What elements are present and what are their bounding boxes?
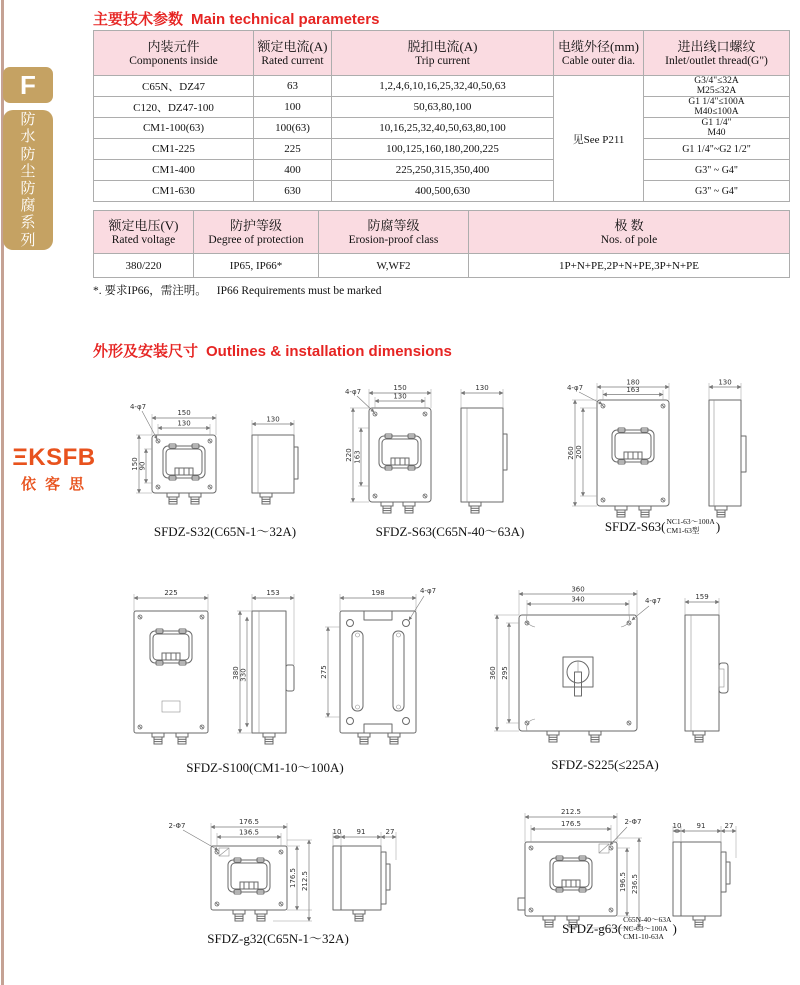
dim-label-holes: 4-φ7 [419, 587, 437, 595]
dim-label: 225 [164, 589, 178, 597]
cell-thread: G1 1/4"~G2 1/2" [644, 139, 790, 160]
cell-component: C120、DZ47-100 [94, 97, 254, 118]
dim-label-holes: 2-Φ7 [624, 818, 642, 826]
cell-rated: 225 [254, 139, 332, 160]
dim-label: 275 [320, 665, 328, 679]
side-view [252, 416, 298, 505]
dim-label: 212.5 [560, 808, 582, 816]
dim-label: 150 [177, 409, 191, 417]
table-header-row [94, 31, 790, 76]
cell-trip: 1,2,4,6,10,16,25,32,40,50,63 [332, 76, 554, 97]
dim-label: 212.5 [301, 870, 309, 892]
front-view [134, 589, 208, 744]
cell-cable-note: 见See P211 [554, 76, 644, 202]
cell-thread: G3" ~ G4" [644, 181, 790, 202]
dim-label: 27 [385, 828, 395, 836]
dim-label: 200 [575, 445, 583, 459]
cell-rated: 630 [254, 181, 332, 202]
dim-label: 10 [332, 828, 342, 836]
dim-label: 10 [672, 822, 682, 830]
drawing-sfdz-s32 [128, 383, 338, 523]
dim-label: 196.5 [619, 871, 627, 893]
cell-component: CM1-400 [94, 160, 254, 181]
cell-trip: 400,500,630 [332, 181, 554, 202]
drawing-caption: SFDZ-S100(CM1-10～100A) [186, 760, 344, 775]
dim-label: 180 [626, 378, 640, 387]
front-view [152, 435, 216, 504]
dim-label: 90 [138, 461, 147, 471]
cell-voltage: 380/220 [94, 254, 194, 278]
cell-trip: 10,16,25,32,40,50,63,80,100 [332, 118, 554, 139]
cell-trip: 225,250,315,350,400 [332, 160, 554, 181]
section-title-cn: 外形及安装尺寸 [93, 343, 199, 360]
front-view [597, 400, 669, 517]
drawing-caption: SFDZ-S63(C65N-40～63A) [375, 524, 525, 539]
side-view [232, 589, 294, 744]
dim-label: 130 [266, 415, 280, 424]
dim-label-holes: 4-φ7 [129, 403, 147, 411]
dim-label: 176.5 [289, 867, 297, 889]
side-view [333, 828, 396, 921]
table-row [94, 181, 790, 202]
dim-label: 130 [718, 378, 732, 387]
side-view [461, 384, 507, 513]
col-rated-current: 额定电流(A) Rated current [254, 31, 332, 76]
dim-label: 153 [266, 589, 280, 597]
col-cable-dia: 电缆外径(mm) Cable outer dia. [554, 31, 644, 76]
table-row [94, 97, 790, 118]
table-row [94, 139, 790, 160]
dim-label: 198 [371, 589, 385, 597]
dim-label: 330 [239, 668, 248, 682]
dim-label: 91 [696, 822, 706, 830]
drawing-caption: SFDZ-g32(C65N-1～32A) [207, 931, 349, 946]
series-vertical-label: 防水防尘防腐系列 [20, 111, 36, 249]
section-title-en: Outlines & installation dimensions [206, 343, 452, 360]
cell-trip: 100,125,160,180,200,225 [332, 139, 554, 160]
side-view [685, 593, 728, 742]
cell-trip: 50,63,80,100 [332, 97, 554, 118]
footnote-en: IP66 Requirements must be marked [216, 285, 382, 297]
main-parameters-table [93, 30, 790, 202]
dim-label: 163 [626, 386, 640, 394]
dim-label-holes: 2-Φ7 [168, 822, 186, 830]
table-header-row [94, 211, 790, 254]
drawing-caption: SFDZ-g63( C65N-40～63A NC-63～100A CM1-10-63A ) [562, 915, 677, 941]
footnote-cn: *. 要求IP66，需注明。 [93, 285, 207, 297]
drawing-sfdz-s225 [483, 583, 783, 773]
cell-protection: IP65, IP66* [194, 254, 319, 278]
cell-rated: 63 [254, 76, 332, 97]
table-row [94, 160, 790, 181]
back-view [320, 587, 436, 744]
dim-label: 360 [571, 585, 585, 594]
drawing-sfdz-s63b [563, 378, 795, 530]
front-view [211, 846, 287, 921]
cell-thread: G3/4"≤32A M25≤32A [644, 76, 790, 97]
cell-rated: 100 [254, 97, 332, 118]
col-trip-current: 脱扣电流(A) Trip current [332, 31, 554, 76]
cell-thread: G1 1/4" M40 [644, 118, 790, 139]
table-row [94, 254, 790, 278]
footnote [93, 282, 382, 298]
dimensions [489, 586, 661, 732]
dim-label: 236.5 [631, 873, 639, 895]
logo-latin-text: ΞKSFB [12, 444, 96, 471]
cell-rated: 100(63) [254, 118, 332, 139]
drawing-caption: SFDZ-S225(≤225A) [551, 757, 659, 772]
front-view [369, 408, 431, 513]
col-thread: 进出线口螺纹 Inlet/outlet thread(G") [644, 31, 790, 76]
section-title-cn: 主要技术参数 [93, 11, 184, 28]
dim-label: 136.5 [238, 828, 260, 837]
dim-label: 130 [475, 384, 489, 392]
dim-label: 176.5 [238, 818, 260, 826]
col-protection: 防护等级 Degree of protection [194, 211, 319, 254]
logo-chinese-text: 依客思 [20, 476, 93, 493]
dim-label: 360 [489, 666, 497, 680]
col-erosion: 防腐等级 Erosion-proof class [319, 211, 469, 254]
side-view [673, 822, 736, 927]
col-voltage: 额定电压(V) Rated voltage [94, 211, 194, 254]
cell-component: CM1-225 [94, 139, 254, 160]
cell-component: CM1-100(63) [94, 118, 254, 139]
dim-label: 163 [353, 450, 362, 464]
col-components: 内装元件 Components inside [94, 31, 254, 76]
cell-rated: 400 [254, 160, 332, 181]
cell-thread: G3" ~ G4" [644, 160, 790, 181]
dim-label: 159 [695, 593, 709, 601]
table-row [94, 118, 790, 139]
section-title-en: Main technical parameters [191, 11, 380, 28]
dim-label: 380 [232, 666, 240, 680]
cell-component: CM1-630 [94, 181, 254, 202]
dim-label-holes: 4-φ7 [344, 388, 362, 396]
sidebar-tab-section-letter: F [3, 67, 53, 103]
table-row [94, 76, 790, 97]
dim-label: 150 [131, 457, 139, 471]
drawing-sfdz-s100 [112, 583, 442, 773]
drawing-caption: SFDZ-S32(C65N-1～32A) [153, 524, 297, 539]
section-title-outlines [93, 340, 452, 361]
cell-poles: 1P+N+PE,2P+N+PE,3P+N+PE [469, 254, 790, 278]
dim-label: 27 [724, 822, 734, 830]
cell-component: C65N、DZ47 [94, 76, 254, 97]
dim-label: 176.5 [560, 820, 582, 828]
drawing-sfdz-s63a [343, 378, 555, 530]
front-view [519, 615, 637, 742]
sidebar-tab-series [3, 110, 53, 250]
cell-thread: G1 1/4"≤100A M40≤100A [644, 97, 790, 118]
drawing-sfdz-g32 [163, 810, 425, 938]
ratings-table [93, 210, 790, 278]
dim-label-holes: 4-φ7 [566, 384, 584, 392]
dim-label: 150 [393, 384, 407, 392]
dim-label: 130 [393, 392, 407, 401]
dim-label: 220 [345, 448, 353, 462]
side-view [709, 379, 746, 518]
dim-label: 295 [501, 666, 509, 680]
cell-erosion: W,WF2 [319, 254, 469, 278]
col-poles: 极 数 Nos. of pole [469, 211, 790, 254]
brand-logo [8, 444, 100, 494]
section-title-parameters [93, 8, 379, 29]
dim-label: 130 [177, 419, 191, 428]
dimensions [525, 808, 642, 928]
dimensions [169, 818, 312, 921]
dim-label-holes: 4-φ7 [644, 597, 662, 605]
dim-label: 91 [356, 828, 366, 836]
drawing-caption: SFDZ-S63( NC1-63～100A CM1-63型 ) [604, 517, 721, 535]
dim-label: 260 [567, 446, 575, 460]
dim-label: 340 [571, 595, 585, 604]
front-view [518, 842, 617, 927]
